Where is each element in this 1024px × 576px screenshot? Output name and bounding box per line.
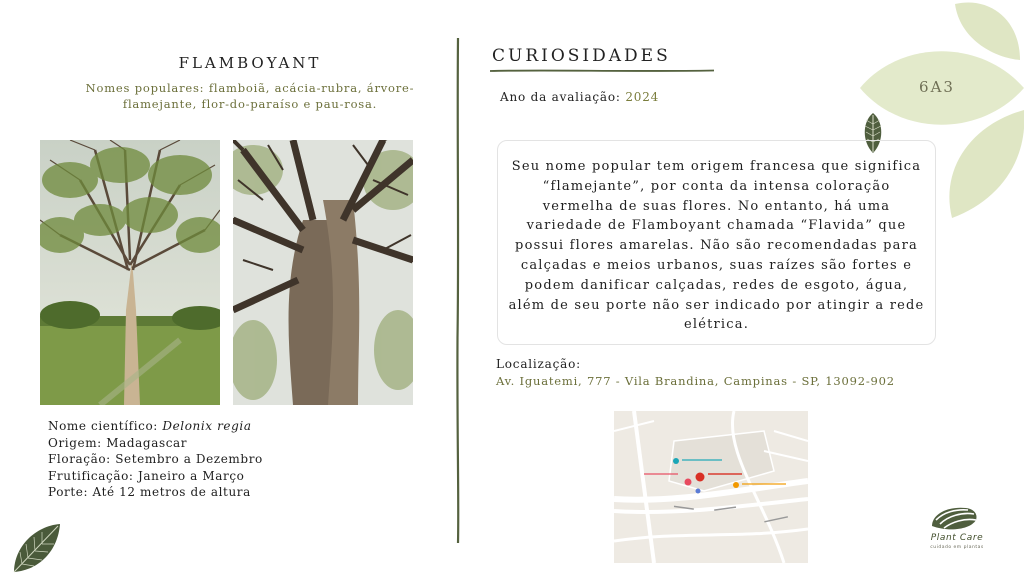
scientific-name-label: Nome científico:	[48, 419, 163, 433]
column-divider	[456, 38, 460, 543]
evaluation-year-value: 2024	[625, 90, 660, 104]
title-underline	[490, 68, 714, 74]
location-address: Av. Iguatemi, 777 - Vila Brandina, Campinas - SP, 13092-902	[496, 374, 895, 388]
origin-row: Origem: Madagascar	[48, 435, 188, 450]
evaluation-year	[500, 90, 659, 104]
scientific-name-value: Delonix regia	[162, 419, 252, 433]
flowering-row: Floração: Setembro a Dezembro	[48, 452, 263, 466]
plant-title: FLAMBOYANT	[178, 54, 322, 72]
fruiting-row: Frutificação: Janeiro a Março	[48, 468, 245, 483]
brand-name: Plant Care	[930, 533, 984, 543]
curiosities-text-box: Seu nome popular tem origem francesa que significa “flamejante”, por conta da intensa coloração vermelha de suas flores. No entanto, há uma variedade de Flamboyant chamada “Flavida” que possui flores amarelas. Não são recomendadas para calçadas e meios urbanos, suas raízes são fortes e podem danificar calçadas, redes de esgoto, água, além de seu porte não ser indicado por atingir a rede elétrica.	[497, 140, 936, 345]
brand-tagline: cuidado em plantas	[930, 545, 984, 550]
tree-photo-trunk	[233, 140, 413, 405]
location-map[interactable]	[614, 411, 808, 563]
curiosities-title: CURIOSIDADES	[492, 46, 671, 66]
location-label: Localização:	[496, 357, 581, 371]
plant-facts	[48, 418, 263, 501]
size-row: Porte: Até 12 metros de altura	[48, 485, 251, 499]
evaluation-year-label: Ano da avaliação:	[500, 90, 626, 104]
tree-photo-full	[40, 140, 220, 405]
tree-id-badge: 6A3	[919, 78, 955, 96]
leaf-decoration-bottom-left	[10, 522, 62, 576]
popular-names: Nomes populares: flamboiã, acácia-rubra, árvore-flamejante, flor-do-paraíso e pau-rosa.	[85, 81, 415, 111]
scientific-name-row	[48, 418, 263, 435]
